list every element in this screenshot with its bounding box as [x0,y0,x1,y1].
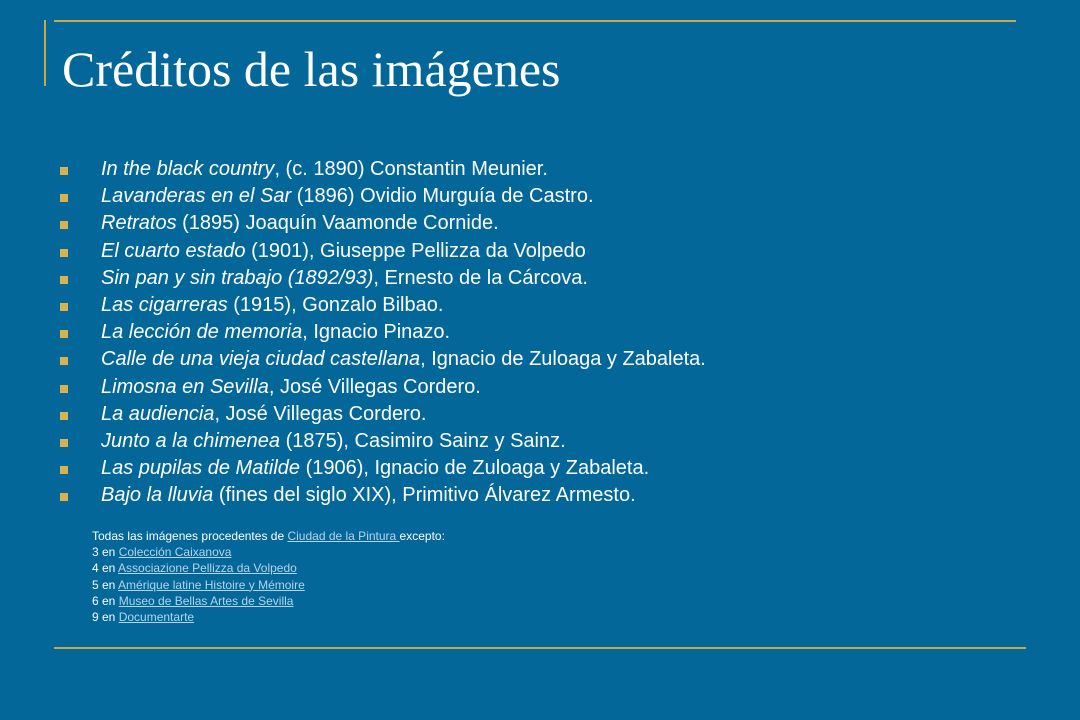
artwork-title: In the black country [101,158,275,180]
artwork-title: El cuarto estado [101,239,246,262]
artwork-details: , Ignacio de Zuloaga y Zabaleta. [420,348,706,371]
credit-line [92,544,445,560]
artwork-details: , (c. 1890) Constantin Meunier. [274,158,548,180]
artwork-details: (1915), Gonzalo Bilbao. [227,293,444,316]
artwork-title: Retratos [101,212,177,235]
artwork-details: (1875), Casimiro Sainz y Sainz. [280,429,566,452]
coleccion-caixanova-link[interactable]: Colección Caixanova [118,545,232,560]
square-bullet-icon [60,194,68,202]
credits-intro-prefix: Todas las imágenes procedentes de [92,529,288,543]
credit-prefix: 4 en [92,561,119,576]
artwork-title: La lección de memoria [101,321,303,344]
list-item [60,346,706,373]
square-bullet-icon [60,221,68,229]
square-bullet-icon [60,493,68,501]
artwork-title: Junto a la chimenea [101,429,281,452]
ciudad-de-la-pintura-link[interactable]: Ciudad de la Pintura [287,529,400,543]
credit-prefix: 5 en [92,577,119,592]
list-item [60,210,706,237]
artwork-title: Sin pan y sin trabajo (1892/93) [101,266,374,289]
artwork-details: , José Villegas Cordero. [214,402,427,425]
list-item [60,428,706,455]
amerique-latine-link[interactable]: Amérique latine Histoire y Mémoire [118,577,305,592]
credit-prefix: 9 en [92,610,119,625]
list-item [60,374,706,401]
list-item [60,156,706,183]
credit-line [92,560,445,576]
artwork-details: (1895) Joaquín Vaamonde Cornide. [176,212,499,235]
square-bullet-icon [60,276,68,284]
credit-line [92,577,445,593]
artwork-title: Bajo la lluvia [101,484,214,507]
square-bullet-icon [60,385,68,393]
list-item [60,482,706,509]
artwork-title: Lavanderas en el Sar [101,185,292,208]
list-item [60,265,706,292]
bottom-rule [54,647,1026,649]
credit-prefix: 3 en [92,545,119,560]
square-bullet-icon [60,249,68,257]
list-item [60,401,706,428]
list-item [60,455,706,482]
list-item [60,319,706,346]
artwork-details: , Ernesto de la Cárcova. [373,266,588,289]
artwork-details: , José Villegas Cordero. [268,375,481,398]
credit-line [92,609,445,625]
image-credits-list [60,156,706,509]
artwork-title: Las cigarreras [101,293,228,316]
artwork-details: (fines del siglo XIX), Primitivo Álvarez Armesto. [213,484,636,507]
square-bullet-icon [60,439,68,447]
left-rule [44,20,46,86]
slide-title: Créditos de las imágenes [62,41,561,97]
documentarte-link[interactable]: Documentarte [118,610,195,625]
artwork-details: (1901), Giuseppe Pellizza da Volpedo [245,239,586,262]
associazione-pellizza-link[interactable]: Associazione Pellizza da Volpedo [118,561,297,576]
square-bullet-icon [60,357,68,365]
museo-bellas-artes-sevilla-link[interactable]: Museo de Bellas Artes de Sevilla [118,593,294,608]
square-bullet-icon [60,330,68,338]
credits-intro [92,528,445,544]
artwork-details: (1896) Ovidio Murguía de Castro. [291,185,594,208]
credit-line [92,593,445,609]
artwork-details: , Ignacio Pinazo. [302,321,451,344]
list-item [60,292,706,319]
square-bullet-icon [60,167,68,175]
square-bullet-icon [60,303,68,311]
artwork-details: (1906), Ignacio de Zuloaga y Zabaleta. [300,457,650,480]
credit-prefix: 6 en [92,593,119,608]
credits-intro-suffix: excepto: [399,529,445,543]
artwork-title: Limosna en Sevilla [101,375,269,398]
list-item [60,238,706,265]
artwork-title: Las pupilas de Matilde [101,457,301,480]
list-item [60,183,706,210]
artwork-title: Calle de una vieja ciudad castellana [101,348,421,371]
square-bullet-icon [60,466,68,474]
artwork-title: La audiencia [101,402,215,425]
top-rule [54,20,1016,22]
square-bullet-icon [60,412,68,420]
source-credits [92,528,445,625]
